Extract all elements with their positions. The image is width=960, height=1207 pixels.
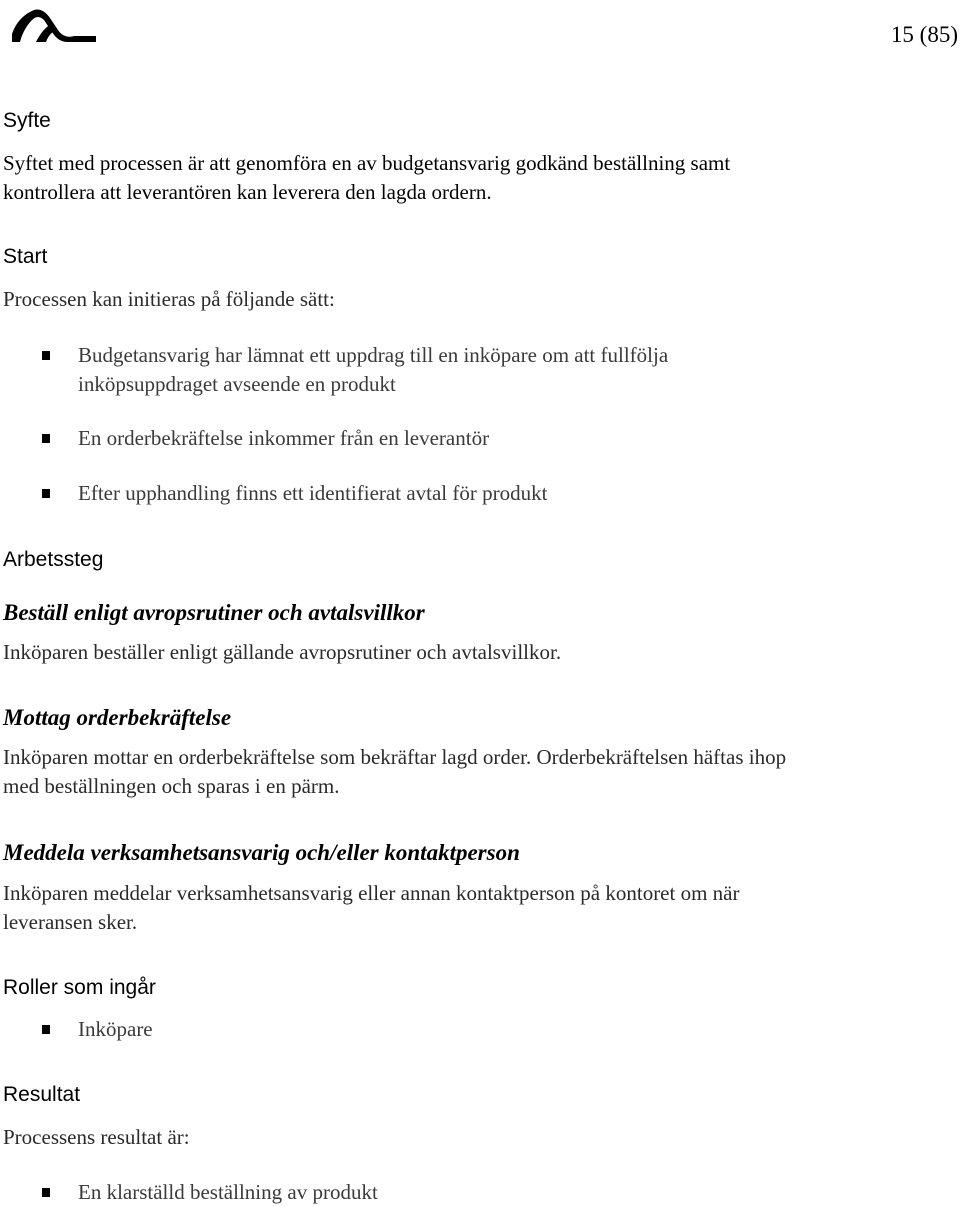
- list-item: [0, 424, 960, 453]
- section-heading-roller: Roller som ingår: [3, 976, 156, 999]
- step-text-line-1: Inköparen meddelar verksamhetsansvarig eller annan kontaktperson på kontoret om när: [3, 881, 740, 905]
- step-text-line-2: leveransen sker.: [3, 910, 138, 934]
- syfte-text-line-2: kontrollera att leverantören kan leverera den lagda ordern.: [3, 180, 492, 204]
- square-bullet-icon: [42, 1188, 50, 1197]
- step-text-line-2: med beställningen och sparas i en pärm.: [3, 774, 340, 798]
- list-item-text: En klarställd beställning av produkt: [78, 1180, 378, 1204]
- step-title: Beställ enligt avropsrutiner och avtalsvillkor: [3, 600, 425, 625]
- syfte-text-line-1: Syftet med processen är att genomföra en av budgetansvarig godkänd beställning samt: [3, 151, 731, 175]
- start-intro: Processen kan initieras på följande sätt:: [3, 287, 335, 311]
- step-title: Mottag orderbekräftelse: [3, 705, 232, 730]
- square-bullet-icon: [42, 1025, 50, 1034]
- list-item: [0, 1015, 960, 1044]
- list-item-text: Efter upphandling finns ett identifierat avtal för produkt: [78, 481, 548, 505]
- square-bullet-icon: [42, 351, 50, 360]
- list-item: [0, 341, 960, 399]
- logo-mark: [10, 4, 96, 44]
- logo: [10, 4, 96, 44]
- page-number: 15 (85): [890, 22, 958, 47]
- list-item: [0, 479, 960, 508]
- square-bullet-icon: [42, 489, 50, 498]
- step-title: Meddela verksamhetsansvarig och/eller kontaktperson: [3, 840, 520, 865]
- list-item-text: Budgetansvarig har lämnat ett uppdrag till en inköpare om att fullfölja: [78, 343, 669, 367]
- step-text-line-1: Inköparen beställer enligt gällande avropsrutiner och avtalsvillkor.: [3, 640, 562, 664]
- list-item: [0, 1178, 960, 1207]
- section-heading-resultat: Resultat: [3, 1083, 81, 1106]
- section-heading-arbetssteg: Arbetssteg: [3, 548, 104, 571]
- square-bullet-icon: [42, 434, 50, 443]
- list-item-text: Inköpare: [78, 1017, 153, 1041]
- resultat-intro: Processens resultat är:: [3, 1125, 190, 1149]
- list-item-text: inköpsuppdraget avseende en produkt: [78, 372, 396, 396]
- list-item-text: En orderbekräftelse inkommer från en leverantör: [78, 426, 490, 450]
- section-heading-start: Start: [3, 245, 48, 268]
- step-text-line-1: Inköparen mottar en orderbekräftelse som bekräftar lagd order. Orderbekräftelsen häftas ihop: [3, 745, 787, 769]
- section-heading-syfte: Syfte: [3, 109, 51, 132]
